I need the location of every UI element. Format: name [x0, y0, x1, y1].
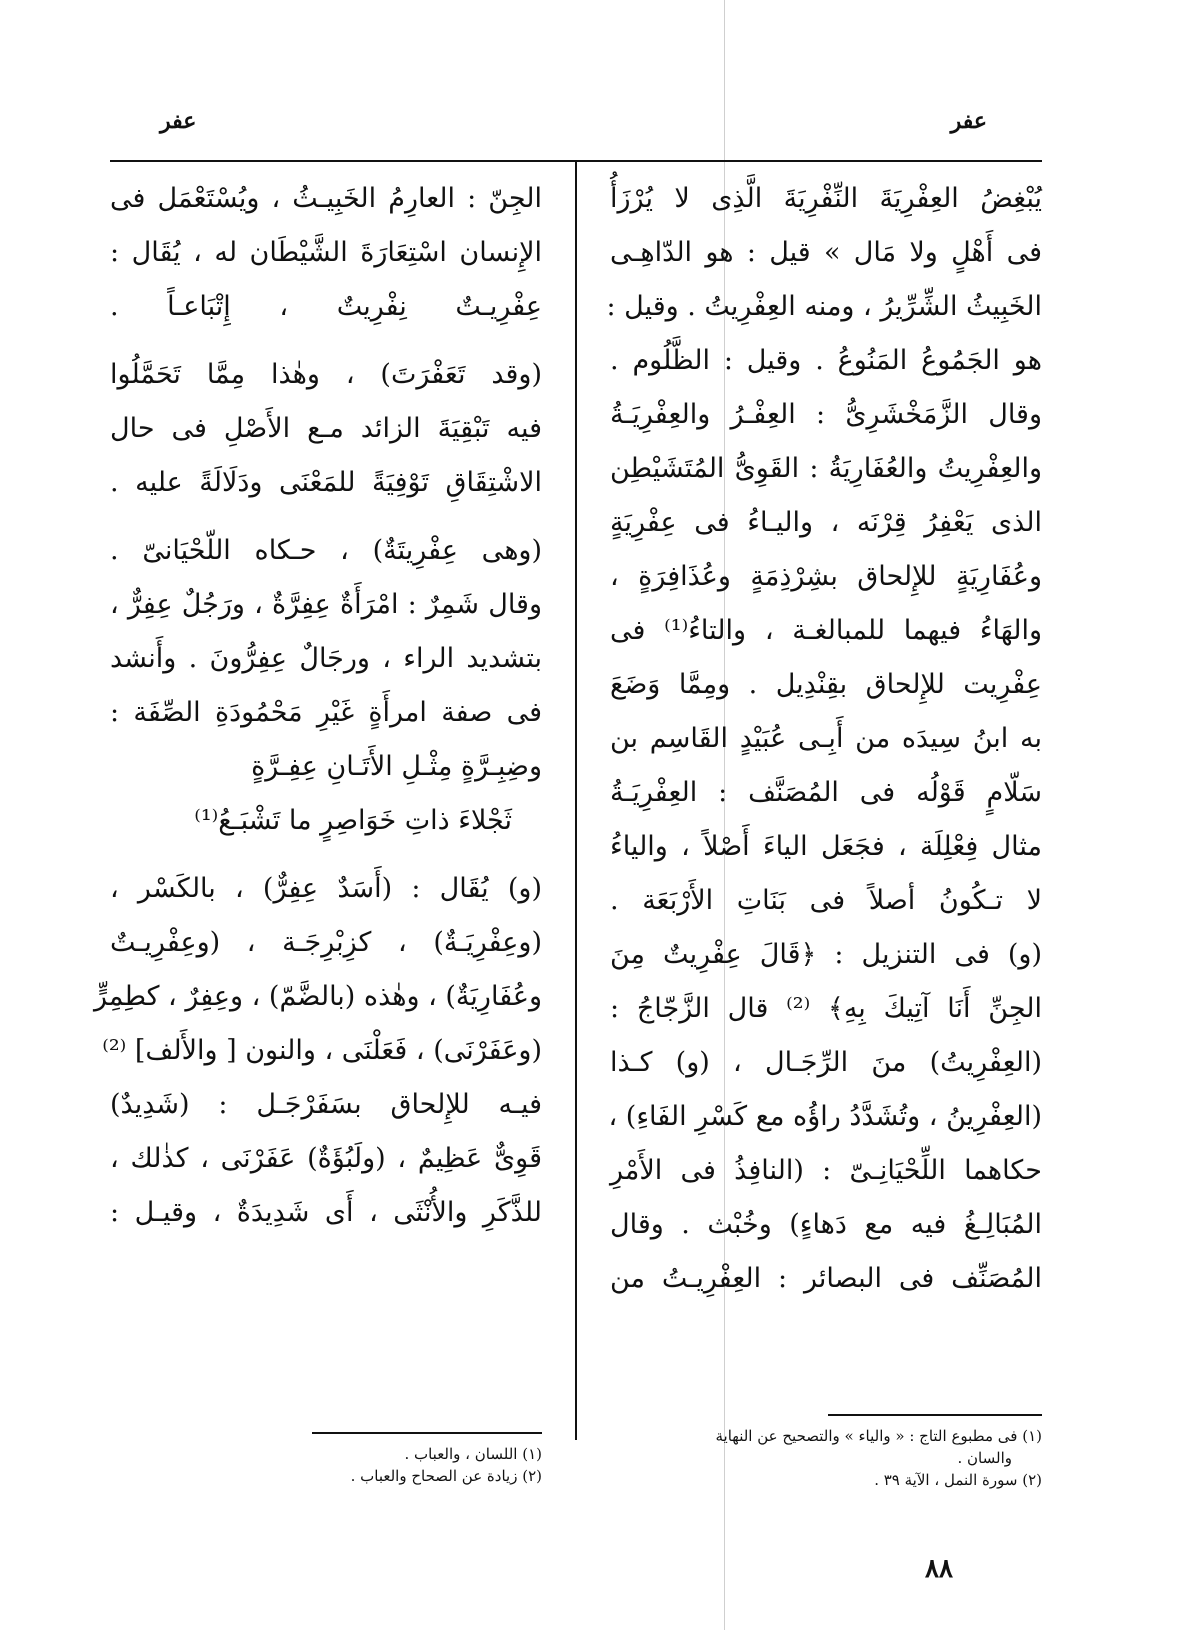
text-line: الإِنسان اسْتِعَارَةَ الشَّيْطَان له ، يُقَال :	[110, 237, 542, 268]
text-line: بتشديد الراء ، ورجَالٌ عِفِرُّونَ . وأَنشد	[110, 643, 542, 674]
text-line: (العِفْرِينُ ، وتُشَدَّدُ راؤُه مع كَسْرِ الفَاءِ) ،	[608, 1101, 1042, 1132]
left-footnotes	[110, 1443, 542, 1487]
left-header-word: عفر	[160, 108, 197, 134]
text-line: (العِفْرِيتُ) منَ الرِّجَـال ، (و) كـذا	[610, 1047, 1042, 1078]
left-column	[93, 172, 542, 1240]
column-divider	[575, 160, 577, 1440]
text-line: (وقد تَعَفْرَتَ) ، وهٰذا مِمَّا تَحَمَّلُوا	[110, 359, 542, 390]
text-line: وعُفَارِيَةٍ للإِلحاق بشِرْذِمَةٍ وعُذَافِرَةٍ ،	[610, 561, 1042, 592]
right-header-word: عفر	[950, 108, 987, 134]
text-line: (و) يُقَال : (أَسَدٌ عِفِرٌّ) ، بالكَسْر ،	[110, 873, 542, 904]
text-line: فى صفة امرأَةٍ غَيْرِ مَحْمُودَةِ الصِّفَة :	[110, 697, 542, 728]
text-line: عِفْرِيت للإِلحاق بقِنْدِيل . ومِمَّا وَضَعَ	[610, 669, 1042, 700]
text-line: الاشْتِقَاقِ تَوْفِيَةً للمَعْنَى ودَلَالَةً عليه .	[110, 467, 542, 498]
text-line: الجِنّ : العارِمُ الخَبِيـثُ ، ويُسْتَعْمَل فى	[110, 183, 542, 214]
page-number: ٨٨	[925, 1554, 953, 1584]
text-line: المُصَنِّف فى البصائر : العِفْرِيـتُ من	[610, 1263, 1042, 1294]
text-line: (وعَفَرْنَى) ، فَعَلْنَى ، والنون [ والأَلف] ⁽²⁾	[102, 1035, 542, 1066]
footnote: والسان .	[957, 1449, 1012, 1467]
text-line: الذى يَعْفِرُ قِرْنَه ، واليـاءُ فى عِفْرِيَةٍ	[610, 507, 1042, 538]
footnote: (٢) زيادة عن الصحاح والعباب .	[350, 1467, 542, 1485]
text-line: سَلّامٍ قَوْلُه فى المُصَنَّف : العِفْرِيَـةُ	[610, 777, 1042, 808]
text-line: للذَّكَرِ والأُنْثَى ، أَى شَدِيدَةٌ ، وقيـل :	[110, 1197, 542, 1228]
footnote: (٢) سورة النمل ، الآية ٣٩ .	[874, 1471, 1042, 1489]
text-line: مثال فِعْلِلَة ، فجَعَل الياءَ أَصْلاً ، والياءُ	[610, 831, 1042, 862]
right-footnote-rule	[828, 1414, 1042, 1416]
verse-line: وضِبِـرَّةٍ مِثْـلِ الأَتَـانِ عِفِـرَّةٍ	[251, 751, 542, 782]
right-column	[606, 172, 1042, 1306]
text-line: والهَاءُ فيهما للمبالغـة ، والتاءُ⁽¹⁾ فى	[610, 615, 1042, 646]
footnote: (١) فى مطبوع التاج : « والياء » والتصحيح عن النهاية	[715, 1427, 1042, 1445]
text-line: فى أَهْلٍ ولا مَال » قيل : هو الدّاهِـى	[610, 237, 1042, 268]
text-line: (وهى عِفْرِيتَةٌ) ، حـكاه اللّحْيَانىّ .	[110, 535, 542, 566]
text-line: هو الجَمُوعُ المَنُوعُ . وقيل : الظَّلُوم .	[610, 345, 1042, 376]
left-footnote-rule	[312, 1432, 542, 1434]
text-line: وقال الزَّمَخْشَرِىُّ : العِفْـرُ والعِفْرِيَـةُ	[610, 399, 1042, 430]
text-line: (وعِفْرِيَـةٌ) ، كزِبْرِجَـة ، (وعِفْرِيـتٌ	[110, 927, 542, 958]
right-footnotes	[610, 1425, 1042, 1491]
text-line: عِفْرِيـتٌ نِفْرِيتٌ ، إِتْبَاعـاً .	[110, 291, 542, 322]
text-line: وقال شَمِرٌ : امْرَأَةٌ عِفِرَّةٌ ، ورَجُلٌ عِفِرٌّ ،	[110, 589, 542, 620]
text-line: المُبَالِـغُ فيه مع دَهاءٍ) وخُبْث . وقال	[610, 1209, 1042, 1240]
text-line: قَوِىٌّ عَظِيمٌ ، (ولَبُؤَةٌ) عَفَرْنَى ، كذٰلك ،	[110, 1143, 542, 1174]
text-line: لا تـكُونُ أصلاً فى بَنَاتِ الأَرْبَعَة .	[610, 885, 1042, 916]
text-line: (و) فى التنزيل : ﴿قَالَ عِفْرِيتٌ مِنَ	[610, 939, 1042, 970]
text-line: الخَبِيثُ الشِّرِّيرُ ، ومنه العِفْرِيتُ . وقيل :	[606, 291, 1042, 322]
text-line: فيه تَبْقِيَةَ الزائد مـع الأَصْلِ فى حال	[110, 413, 542, 444]
text-line: وعُفَارِيَةٌ) ، وهٰذه (بالضَّمّ) ، وعِفِرٌ ، كطِمِرٍّ	[93, 981, 542, 1012]
text-line: حكاهما اللِّحْيَانِـىّ : (النافِذُ فى الأَمْرِ	[610, 1155, 1042, 1186]
verse-line: ثَجْلاءَ ذاتِ خَوَاصِرٍ ما تَشْبَـعُ⁽¹⁾	[194, 805, 512, 836]
text-line: يُبْغِضُ العِفْرِيَةَ النِّفْرِيَةَ الَّذِى لا يُرْزَأُ	[610, 183, 1042, 214]
text-line: والعِفْرِيتُ والعُفَارِيَةُ : القَوِىُّ المُتَشَيْطِن	[610, 453, 1042, 484]
text-line: به ابنُ سِيدَه من أَبِـى عُبَيْدٍ القَاسِم بن	[610, 723, 1042, 754]
footnote: (١) اللسان ، والعباب .	[404, 1445, 542, 1463]
text-line: فيـه للإِلحاق بسَفَرْجَـل : (شَدِيدٌ)	[110, 1089, 542, 1120]
text-line: الجِنِّ أَنَا آتِيكَ بِهِ﴾ ⁽²⁾ قال الزَّجّاجُ :	[610, 993, 1042, 1024]
